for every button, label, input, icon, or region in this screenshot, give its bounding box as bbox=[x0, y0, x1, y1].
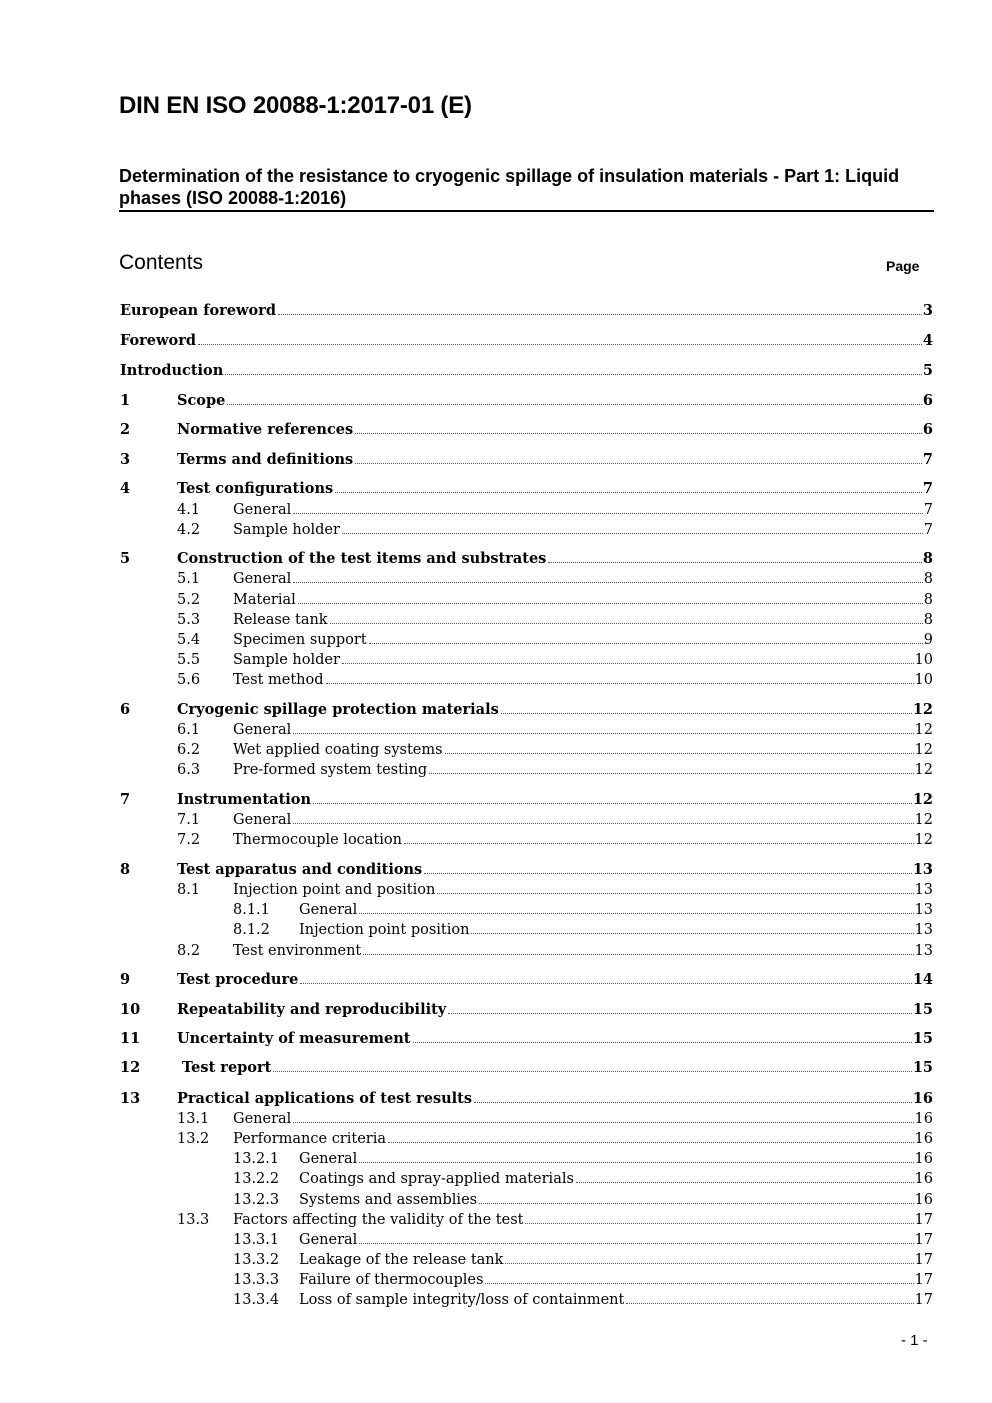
toc-entry[interactable] bbox=[120, 1169, 933, 1189]
dot-leader bbox=[342, 663, 914, 664]
toc-entry[interactable] bbox=[120, 590, 933, 610]
toc-entry[interactable] bbox=[120, 420, 933, 440]
toc-entry[interactable] bbox=[120, 970, 933, 990]
toc-entry-number: 13 bbox=[120, 1090, 141, 1107]
toc-entry-title: Normative references bbox=[177, 421, 354, 438]
toc-entry[interactable] bbox=[120, 391, 933, 411]
dot-leader bbox=[626, 1303, 913, 1304]
toc-entry-title: Wet applied coating systems bbox=[233, 742, 443, 758]
toc-entry-page: 17 bbox=[914, 1272, 933, 1288]
toc-entry-page: 13 bbox=[914, 922, 933, 938]
toc-entry[interactable] bbox=[120, 920, 933, 940]
toc-entry[interactable] bbox=[120, 361, 933, 381]
dot-leader bbox=[448, 1013, 912, 1014]
toc-entry-number: 6.2 bbox=[177, 742, 201, 758]
toc-entry[interactable] bbox=[120, 331, 933, 351]
dot-leader bbox=[326, 683, 914, 684]
toc-entry-page: 12 bbox=[914, 722, 933, 738]
toc-entry-title: Test environment bbox=[233, 943, 362, 959]
toc-entry-number: 5 bbox=[120, 550, 131, 567]
toc-entry-page: 16 bbox=[912, 1090, 933, 1107]
toc-entry-page: 15 bbox=[912, 1059, 933, 1076]
toc-entry[interactable] bbox=[120, 520, 933, 540]
dot-leader bbox=[548, 562, 922, 563]
toc-entry-title: Coatings and spray-applied materials bbox=[299, 1171, 574, 1187]
toc-entry-title: Injection point and position bbox=[233, 882, 436, 898]
toc-entry-title: Leakage of the release tank bbox=[299, 1252, 504, 1268]
toc-entry-title: Scope bbox=[177, 392, 226, 409]
dot-leader bbox=[355, 463, 922, 464]
toc-entry-number: 13.2.3 bbox=[233, 1192, 280, 1208]
dot-leader bbox=[293, 1122, 913, 1123]
toc-entry-page: 10 bbox=[914, 672, 933, 688]
toc-entry-page: 13 bbox=[912, 861, 933, 878]
toc-entry[interactable] bbox=[120, 301, 933, 321]
toc-entry-page: 15 bbox=[912, 1001, 933, 1018]
toc-entry-title: Loss of sample integrity/loss of containment bbox=[299, 1292, 625, 1308]
toc-entry-number: 5.1 bbox=[177, 571, 201, 587]
toc-entry-page: 16 bbox=[914, 1131, 933, 1147]
toc-entry-title: Test procedure bbox=[177, 971, 299, 988]
dot-leader bbox=[505, 1263, 913, 1264]
dot-leader bbox=[474, 1102, 912, 1103]
toc-entry[interactable] bbox=[120, 830, 933, 850]
toc-entry-page: 10 bbox=[914, 652, 933, 668]
toc-entry-number: 1 bbox=[120, 392, 131, 409]
toc-entry-title: Systems and assemblies bbox=[299, 1192, 478, 1208]
toc-entry[interactable] bbox=[120, 1109, 933, 1129]
toc-entry-number: 6.3 bbox=[177, 762, 201, 778]
toc-entry-page: 17 bbox=[914, 1232, 933, 1248]
toc-entry-page: 13 bbox=[914, 902, 933, 918]
toc-entry-page: 7 bbox=[922, 451, 933, 468]
toc-entry[interactable] bbox=[120, 860, 933, 880]
toc-entry[interactable] bbox=[120, 1000, 933, 1020]
toc-entry-page: 4 bbox=[922, 332, 933, 349]
toc-entry-title: Injection point position bbox=[299, 922, 470, 938]
page-number: - 1 - bbox=[901, 1332, 928, 1349]
toc-entry[interactable] bbox=[120, 450, 933, 470]
toc-entry-title: General bbox=[299, 902, 358, 918]
dot-leader bbox=[293, 733, 913, 734]
toc-entry[interactable] bbox=[120, 549, 933, 569]
toc-entry-number: 4.1 bbox=[177, 502, 201, 518]
dot-leader bbox=[525, 1223, 913, 1224]
toc-entry-page: 6 bbox=[922, 421, 933, 438]
toc-entry[interactable] bbox=[120, 1290, 933, 1310]
dot-leader bbox=[225, 374, 922, 375]
dot-leader bbox=[479, 1203, 913, 1204]
dot-leader bbox=[437, 893, 913, 894]
toc-entry-page: 12 bbox=[914, 832, 933, 848]
dot-leader bbox=[359, 1243, 913, 1244]
dot-leader bbox=[576, 1182, 914, 1183]
dot-leader bbox=[369, 643, 923, 644]
toc-entry-number: 4 bbox=[120, 480, 131, 497]
toc-entry[interactable] bbox=[120, 630, 933, 650]
toc-entry-page: 12 bbox=[912, 701, 933, 718]
toc-entry-number: 8.1.1 bbox=[233, 902, 270, 918]
toc-entry-number: 13.3 bbox=[177, 1212, 210, 1228]
document-title: DIN EN ISO 20088-1:2017-01 (E) bbox=[119, 92, 472, 119]
toc-entry-number: 13.3.1 bbox=[233, 1232, 280, 1248]
toc-entry-title: Pre-formed system testing bbox=[233, 762, 428, 778]
toc-entry[interactable] bbox=[120, 1058, 933, 1078]
toc-entry-page: 17 bbox=[914, 1292, 933, 1308]
toc-entry-title: Test apparatus and conditions bbox=[177, 861, 423, 878]
toc-entry-number: 8.1.2 bbox=[233, 922, 270, 938]
dot-leader bbox=[335, 492, 922, 493]
toc-entry-number: 7.2 bbox=[177, 832, 201, 848]
toc-entry-title: Sample holder bbox=[233, 522, 340, 538]
toc-entry-page: 3 bbox=[922, 302, 933, 319]
toc-entry-title: General bbox=[299, 1151, 358, 1167]
toc-entry-page: 6 bbox=[922, 392, 933, 409]
toc-entry-number: 13.3.3 bbox=[233, 1272, 280, 1288]
toc-entry-title: Construction of the test items and substrates bbox=[177, 550, 547, 567]
contents-heading: Contents bbox=[119, 251, 204, 274]
toc-entry-title: General bbox=[299, 1232, 358, 1248]
toc-entry-number: 5.5 bbox=[177, 652, 201, 668]
toc-entry[interactable] bbox=[120, 880, 933, 900]
toc-entry[interactable] bbox=[120, 479, 933, 499]
toc-entry-page: 12 bbox=[914, 812, 933, 828]
dot-leader bbox=[293, 582, 922, 583]
toc-entry-number: 11 bbox=[120, 1030, 141, 1047]
toc-entry-page: 12 bbox=[914, 762, 933, 778]
toc-entry-page: 7 bbox=[923, 502, 933, 518]
toc-entry-title: General bbox=[233, 1111, 292, 1127]
toc-entry-title: Instrumentation bbox=[177, 791, 311, 808]
toc-entry-title: Specimen support bbox=[233, 632, 367, 648]
dot-leader bbox=[404, 843, 914, 844]
toc-entry-title: Failure of thermocouples bbox=[299, 1272, 484, 1288]
toc-entry-number: 5.4 bbox=[177, 632, 201, 648]
dot-leader bbox=[485, 1283, 913, 1284]
toc-entry-number: 13.3.2 bbox=[233, 1252, 280, 1268]
dot-leader bbox=[300, 983, 912, 984]
toc-entry-number: 8 bbox=[120, 861, 131, 878]
toc-entry-number: 12 bbox=[120, 1059, 141, 1076]
toc-entry-title: Test method bbox=[233, 672, 324, 688]
toc-entry-number: 13.2 bbox=[177, 1131, 210, 1147]
toc-entry-title: Factors affecting the validity of the test bbox=[233, 1212, 524, 1228]
toc-entry[interactable] bbox=[120, 610, 933, 630]
toc-entry[interactable] bbox=[120, 670, 933, 690]
toc-entry-title: Release tank bbox=[233, 612, 328, 628]
toc-entry[interactable] bbox=[120, 760, 933, 780]
toc-entry[interactable] bbox=[120, 1129, 933, 1149]
toc-entry-title: General bbox=[233, 502, 292, 518]
toc-entry[interactable] bbox=[120, 1149, 933, 1169]
toc-entry[interactable] bbox=[120, 1270, 933, 1290]
dot-leader bbox=[359, 913, 913, 914]
toc-entry-page: 16 bbox=[914, 1151, 933, 1167]
toc-entry-number: 8.1 bbox=[177, 882, 201, 898]
toc-entry-number: 10 bbox=[120, 1001, 141, 1018]
toc-entry-page: 9 bbox=[923, 632, 933, 648]
dot-leader bbox=[313, 803, 912, 804]
dot-leader bbox=[388, 1142, 914, 1143]
toc-entry-title: Thermocouple location bbox=[233, 832, 402, 848]
toc-entry-page: 17 bbox=[914, 1212, 933, 1228]
toc-entry-number: 4.2 bbox=[177, 522, 201, 538]
toc-entry-number: 13.3.4 bbox=[233, 1292, 280, 1308]
toc-entry[interactable] bbox=[120, 900, 933, 920]
toc-entry-page: 7 bbox=[922, 480, 933, 497]
toc-entry[interactable] bbox=[120, 810, 933, 830]
toc-entry-title: General bbox=[233, 812, 292, 828]
toc-entry-number: 6.1 bbox=[177, 722, 201, 738]
toc-entry-title: Cryogenic spillage protection materials bbox=[177, 701, 499, 718]
toc-entry-number: 5.3 bbox=[177, 612, 201, 628]
toc-entry-number: 7.1 bbox=[177, 812, 201, 828]
dot-leader bbox=[342, 533, 923, 534]
toc-entry-number: 6 bbox=[120, 701, 131, 718]
toc-entry[interactable] bbox=[120, 1230, 933, 1250]
dot-leader bbox=[293, 823, 913, 824]
dot-leader bbox=[445, 753, 914, 754]
dot-leader bbox=[363, 954, 913, 955]
toc-entry-number: 3 bbox=[120, 451, 131, 468]
toc-entry[interactable] bbox=[120, 790, 933, 810]
toc-entry-number: 8.2 bbox=[177, 943, 201, 959]
toc-entry-title: General bbox=[233, 722, 292, 738]
toc-entry-page: 13 bbox=[914, 943, 933, 959]
toc-entry-page: 12 bbox=[914, 742, 933, 758]
dot-leader bbox=[273, 1071, 911, 1072]
toc-entry-page: 15 bbox=[912, 1030, 933, 1047]
toc-entry-title: Introduction bbox=[120, 362, 224, 379]
toc-entry[interactable] bbox=[120, 1190, 933, 1210]
toc-entry-page: 13 bbox=[914, 882, 933, 898]
toc-entry-number: 5.6 bbox=[177, 672, 201, 688]
dot-leader bbox=[359, 1162, 913, 1163]
toc-entry-title: Performance criteria bbox=[233, 1131, 387, 1147]
dot-leader bbox=[429, 773, 913, 774]
page-column-heading: Page bbox=[886, 258, 920, 274]
toc-entry-title: Terms and definitions bbox=[177, 451, 354, 468]
toc-entry-page: 16 bbox=[914, 1111, 933, 1127]
toc-entry[interactable] bbox=[120, 1089, 933, 1109]
toc-entry[interactable] bbox=[120, 740, 933, 760]
dot-leader bbox=[198, 344, 922, 345]
dot-leader bbox=[355, 433, 922, 434]
toc-entry[interactable] bbox=[120, 1029, 933, 1049]
dot-leader bbox=[298, 603, 923, 604]
dot-leader bbox=[424, 873, 912, 874]
toc-entry[interactable] bbox=[120, 720, 933, 740]
toc-entry-number: 13.2.1 bbox=[233, 1151, 280, 1167]
dot-leader bbox=[227, 404, 922, 405]
toc-entry[interactable] bbox=[120, 1210, 933, 1230]
toc-entry-number: 13.2.2 bbox=[233, 1171, 280, 1187]
toc-entry-title: Uncertainty of measurement bbox=[177, 1030, 411, 1047]
toc-entry-page: 8 bbox=[923, 592, 933, 608]
toc-entry-title: General bbox=[233, 571, 292, 587]
toc-entry-number: 13.1 bbox=[177, 1111, 210, 1127]
toc-entry[interactable] bbox=[120, 700, 933, 720]
toc-entry-page: 8 bbox=[922, 550, 933, 567]
toc-entry-page: 8 bbox=[923, 571, 933, 587]
dot-leader bbox=[330, 623, 923, 624]
toc-entry-title: Repeatability and reproducibility bbox=[177, 1001, 447, 1018]
toc-entry-page: 16 bbox=[914, 1192, 933, 1208]
dot-leader bbox=[413, 1042, 912, 1043]
toc-entry-page: 7 bbox=[923, 522, 933, 538]
toc-entry[interactable] bbox=[120, 500, 933, 520]
toc-entry-title: Practical applications of test results bbox=[177, 1090, 473, 1107]
toc-entry-number: 2 bbox=[120, 421, 131, 438]
toc-entry[interactable] bbox=[120, 650, 933, 670]
toc-entry-number: 5.2 bbox=[177, 592, 201, 608]
toc-entry-page: 17 bbox=[914, 1252, 933, 1268]
toc-entry-page: 14 bbox=[912, 971, 933, 988]
toc-entry-title: European foreword bbox=[120, 302, 276, 319]
toc-entry-title: Test report bbox=[177, 1059, 272, 1076]
toc-entry-title: Material bbox=[233, 592, 296, 608]
toc-entry[interactable] bbox=[120, 941, 933, 961]
toc-entry-title: Test configurations bbox=[177, 480, 334, 497]
toc-entry-page: 16 bbox=[914, 1171, 933, 1187]
document-subtitle: Determination of the resistance to cryogenic spillage of insulation materials - Part 1: Liquid phases (ISO 20088-1:2016) bbox=[119, 166, 900, 208]
dot-leader bbox=[471, 933, 913, 934]
toc-entry-page: 12 bbox=[912, 791, 933, 808]
toc-entry[interactable] bbox=[120, 1250, 933, 1270]
toc-entry-title: Sample holder bbox=[233, 652, 340, 668]
dot-leader bbox=[278, 314, 922, 315]
toc-entry-number: 9 bbox=[120, 971, 131, 988]
toc-entry-page: 5 bbox=[922, 362, 933, 379]
toc-entry[interactable] bbox=[120, 569, 933, 589]
toc-entry-title: Foreword bbox=[120, 332, 196, 349]
dot-leader bbox=[293, 513, 922, 514]
toc-entry-page: 8 bbox=[923, 612, 933, 628]
dot-leader bbox=[501, 713, 912, 714]
toc-entry-number: 7 bbox=[120, 791, 131, 808]
